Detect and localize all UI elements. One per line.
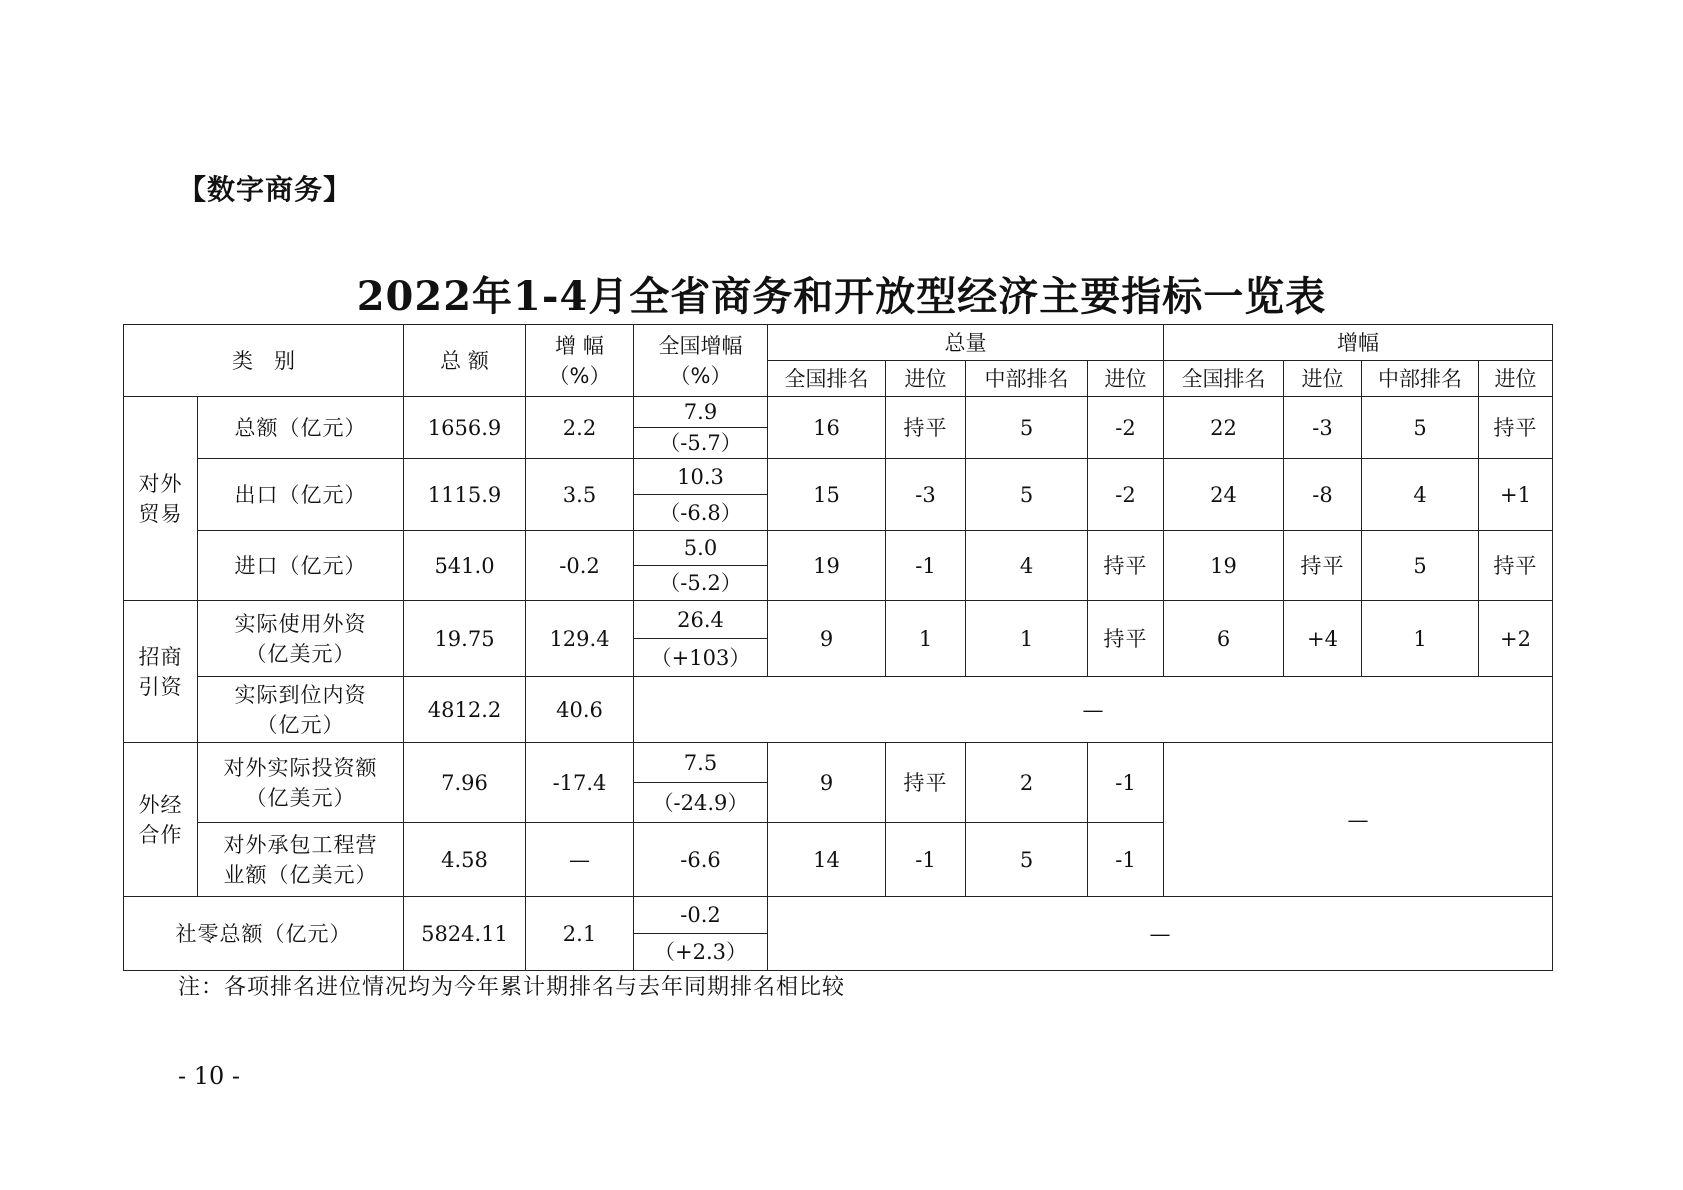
group-coop: 外经合作 [124, 743, 198, 897]
header-q-central-move: 进位 [1088, 361, 1164, 397]
cell-q-central-rank: 5 [966, 397, 1088, 459]
cell-national-growth: 10.3 [634, 459, 768, 495]
cell-total: 19.75 [404, 601, 526, 677]
cell-total: 541.0 [404, 531, 526, 601]
header-national-growth [634, 325, 768, 397]
cell-g-national-move: -3 [1284, 397, 1362, 459]
row-label: 对外实际投资额 （亿美元） [198, 743, 404, 823]
cell-growth: 3.5 [526, 459, 634, 531]
cell-total: 7.96 [404, 743, 526, 823]
cell-merged-blank: — [634, 677, 1553, 743]
row-label: 进口（亿元） [198, 531, 404, 601]
header-total: 总 额 [404, 325, 526, 397]
cell-national-growth: 7.9 [634, 397, 768, 428]
cell-total: 1656.9 [404, 397, 526, 459]
cell-g-national-rank: 6 [1164, 601, 1284, 677]
header-growth-group: 增幅 [1164, 325, 1553, 361]
cell-national-growth-delta: （+2.3） [634, 934, 768, 971]
header-q-national-move: 进位 [886, 361, 966, 397]
cell-q-central-rank: 5 [966, 459, 1088, 531]
cell-g-central-rank: 4 [1362, 459, 1479, 531]
cell-growth: 2.1 [526, 897, 634, 971]
cell-g-central-move: +2 [1479, 601, 1553, 677]
cell-national-growth: 5.0 [634, 531, 768, 566]
page-number: - 10 - [178, 1062, 241, 1090]
row-label: 出口（亿元） [198, 459, 404, 531]
cell-national-growth: 26.4 [634, 601, 768, 639]
cell-g-national-rank: 22 [1164, 397, 1284, 459]
cell-growth: 129.4 [526, 601, 634, 677]
header-category: 类 别 [124, 325, 404, 397]
header-national-growth-label: 全国增幅 [658, 333, 743, 358]
table-row [124, 397, 1553, 428]
cell-q-central-rank: 5 [966, 823, 1088, 897]
cell-q-national-rank: 16 [768, 397, 886, 459]
group-invest: 招商引资 [124, 601, 198, 743]
cell-q-national-rank: 9 [768, 601, 886, 677]
cell-g-national-rank: 19 [1164, 531, 1284, 601]
table-row [124, 601, 1553, 639]
cell-growth: -0.2 [526, 531, 634, 601]
cell-national-growth: 7.5 [634, 743, 768, 783]
header-total-group: 总量 [768, 325, 1164, 361]
cell-g-national-rank: 24 [1164, 459, 1284, 531]
table-note: 注：各项排名进位情况均为今年累计期排名与去年同期排名相比较 [178, 975, 846, 1000]
cell-national-growth-delta: （+103） [634, 639, 768, 677]
header-row-1 [124, 325, 1553, 361]
cell-g-national-move: +4 [1284, 601, 1362, 677]
group-trade: 对外贸易 [124, 397, 198, 601]
cell-growth: — [526, 823, 634, 897]
cell-g-central-rank: 5 [1362, 531, 1479, 601]
header-g-central-rank: 中部排名 [1362, 361, 1479, 397]
cell-q-central-move: -2 [1088, 397, 1164, 459]
cell-q-national-rank: 15 [768, 459, 886, 531]
header-g-national-rank: 全国排名 [1164, 361, 1284, 397]
cell-q-national-move: 持平 [886, 743, 966, 823]
table-row [124, 897, 1553, 934]
cell-national-growth: -0.2 [634, 897, 768, 934]
header-growth-unit: （%） [548, 363, 611, 388]
header-national-growth-unit: （%） [669, 363, 732, 388]
table-row [124, 531, 1553, 566]
row-label: 实际到位内资 （亿元） [198, 677, 404, 743]
document-title: 2022年1-4月全省商务和开放型经济主要指标一览表 [356, 273, 1327, 320]
header-growth-label: 增 幅 [555, 333, 604, 358]
cell-growth: -17.4 [526, 743, 634, 823]
table-row [124, 459, 1553, 495]
cell-total: 1115.9 [404, 459, 526, 531]
cell-q-national-rank: 9 [768, 743, 886, 823]
cell-q-national-move: -3 [886, 459, 966, 531]
cell-national-growth-delta: （-5.2） [634, 566, 768, 601]
cell-q-national-rank: 14 [768, 823, 886, 897]
cell-q-central-rank: 4 [966, 531, 1088, 601]
table-row [124, 677, 1553, 743]
header-q-national-rank: 全国排名 [768, 361, 886, 397]
cell-q-central-rank: 2 [966, 743, 1088, 823]
cell-q-central-move: -2 [1088, 459, 1164, 531]
cell-g-national-move: -8 [1284, 459, 1362, 531]
cell-national-growth-delta: （-24.9） [634, 783, 768, 823]
header-g-central-move: 进位 [1479, 361, 1553, 397]
header-g-national-move: 进位 [1284, 361, 1362, 397]
cell-total: 4812.2 [404, 677, 526, 743]
row-label: 实际使用外资 （亿美元） [198, 601, 404, 677]
cell-growth: 2.2 [526, 397, 634, 459]
row-label: 社零总额（亿元） [124, 897, 404, 971]
row-label: 对外承包工程营 业额（亿美元） [198, 823, 404, 897]
cell-growth: 40.6 [526, 677, 634, 743]
cell-national-growth-delta: （-5.7） [634, 428, 768, 459]
cell-q-national-move: 持平 [886, 397, 966, 459]
cell-q-central-rank: 1 [966, 601, 1088, 677]
cell-total: 4.58 [404, 823, 526, 897]
section-tag: 【数字商务】 [178, 173, 353, 206]
cell-g-central-rank: 1 [1362, 601, 1479, 677]
cell-q-central-move: -1 [1088, 823, 1164, 897]
cell-national-growth-delta: （-6.8） [634, 495, 768, 531]
cell-q-central-move: 持平 [1088, 531, 1164, 601]
cell-g-national-move: 持平 [1284, 531, 1362, 601]
row-label: 总额（亿元） [198, 397, 404, 459]
cell-national-growth: -6.6 [634, 823, 768, 897]
cell-g-central-move: 持平 [1479, 397, 1553, 459]
indicators-table [123, 324, 1553, 971]
cell-q-national-move: -1 [886, 531, 966, 601]
cell-q-national-move: -1 [886, 823, 966, 897]
table-row [124, 743, 1553, 783]
cell-q-national-rank: 19 [768, 531, 886, 601]
header-growth [526, 325, 634, 397]
cell-g-central-rank: 5 [1362, 397, 1479, 459]
cell-q-central-move: -1 [1088, 743, 1164, 823]
header-q-central-rank: 中部排名 [966, 361, 1088, 397]
cell-q-national-move: 1 [886, 601, 966, 677]
cell-total: 5824.11 [404, 897, 526, 971]
cell-g-central-move: +1 [1479, 459, 1553, 531]
cell-g-central-move: 持平 [1479, 531, 1553, 601]
cell-merged-blank: — [768, 897, 1553, 971]
cell-q-central-move: 持平 [1088, 601, 1164, 677]
cell-merged-blank: — [1164, 743, 1553, 897]
